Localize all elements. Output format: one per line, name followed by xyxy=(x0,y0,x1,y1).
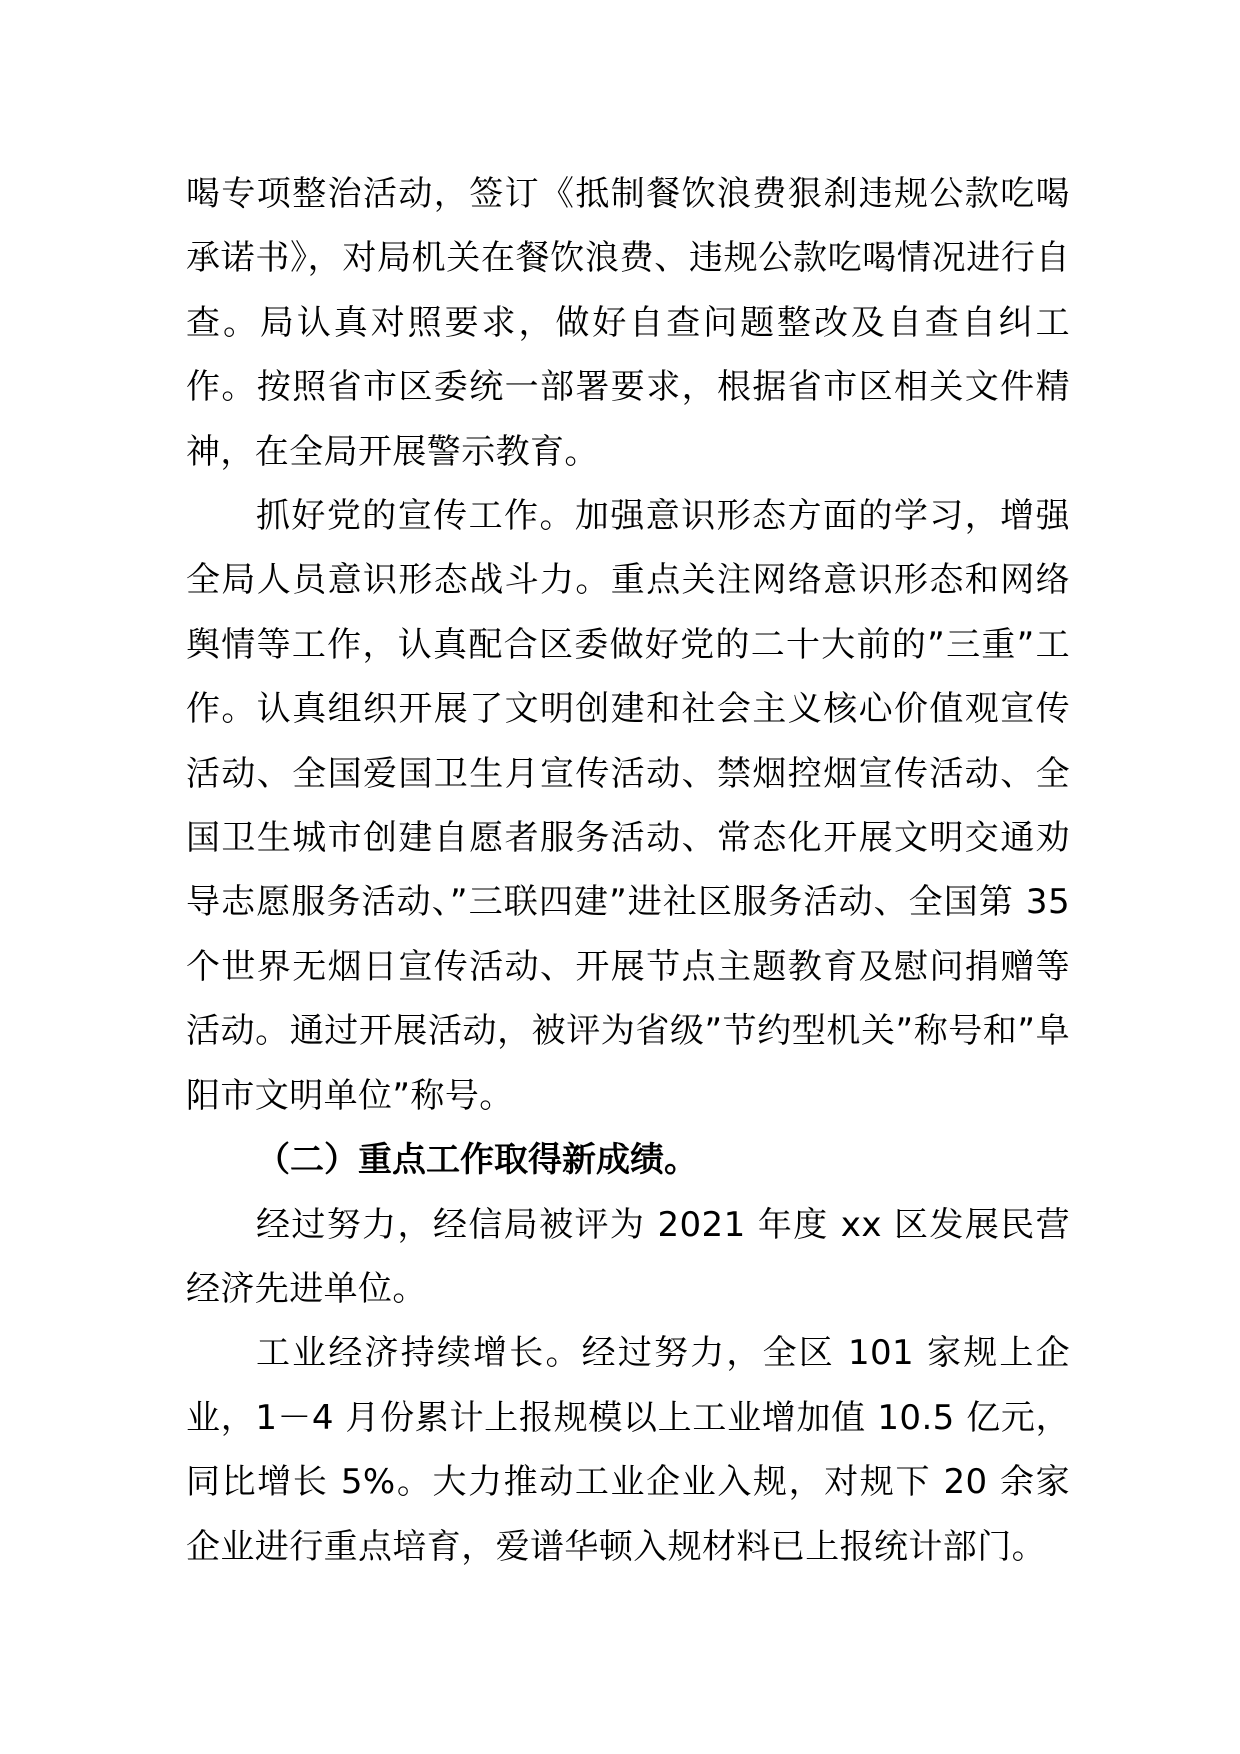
paragraph-industrial-economy: 工业经济持续增长。经过努力，全区 101 家规上企业，1－4 月份累计上报规模以上工业增加值 10.5 亿元，同比增长 5%。大力推动工业企业入规，对规下 20 余家企业进行重点培育，爱谱华顿入规材料已上报统计部门。 xyxy=(186,1333,1070,1567)
paragraph-propaganda-work: 抓好党的宣传工作。加强意识形态方面的学习，增强全局人员意识形态战斗力。重点关注网络意识形态和网络舆情等工作，认真配合区委做好党的二十大前的”三重”工作。认真组织开展了文明创建和社会主义核心价值观宣传活动、全国爱国卫生月宣传活动、禁烟控烟宣传活动、全国卫生城市创建自愿者服务活动、常态化开展文明交通劝导志愿服务活动、”三联四建”进社区服务活动、全国第 35 个世界无烟日宣传活动、开展节点主题教育及慰问捐赠等活动。通过开展活动，被评为省级”节约型机关”称号和”阜阳市文明单位”称号。 xyxy=(186,496,1070,1116)
paragraph-continued: 喝专项整治活动，签订《抵制餐饮浪费狠刹违规公款吃喝承诺书》，对局机关在餐饮浪费、违规公款吃喝情况进行自查。局认真对照要求，做好自查问题整改及自查自纠工作。按照省市区委统一部署要求，根据省市区相关文件精神，在全局开展警示教育。 xyxy=(186,174,1070,472)
section-heading: （二）重点工作取得新成绩。 xyxy=(256,1140,698,1181)
paragraph-advanced-unit: 经过努力，经信局被评为 2021 年度 xx 区发展民营经济先进单位。 xyxy=(186,1204,1070,1309)
document-body xyxy=(186,162,1070,1579)
